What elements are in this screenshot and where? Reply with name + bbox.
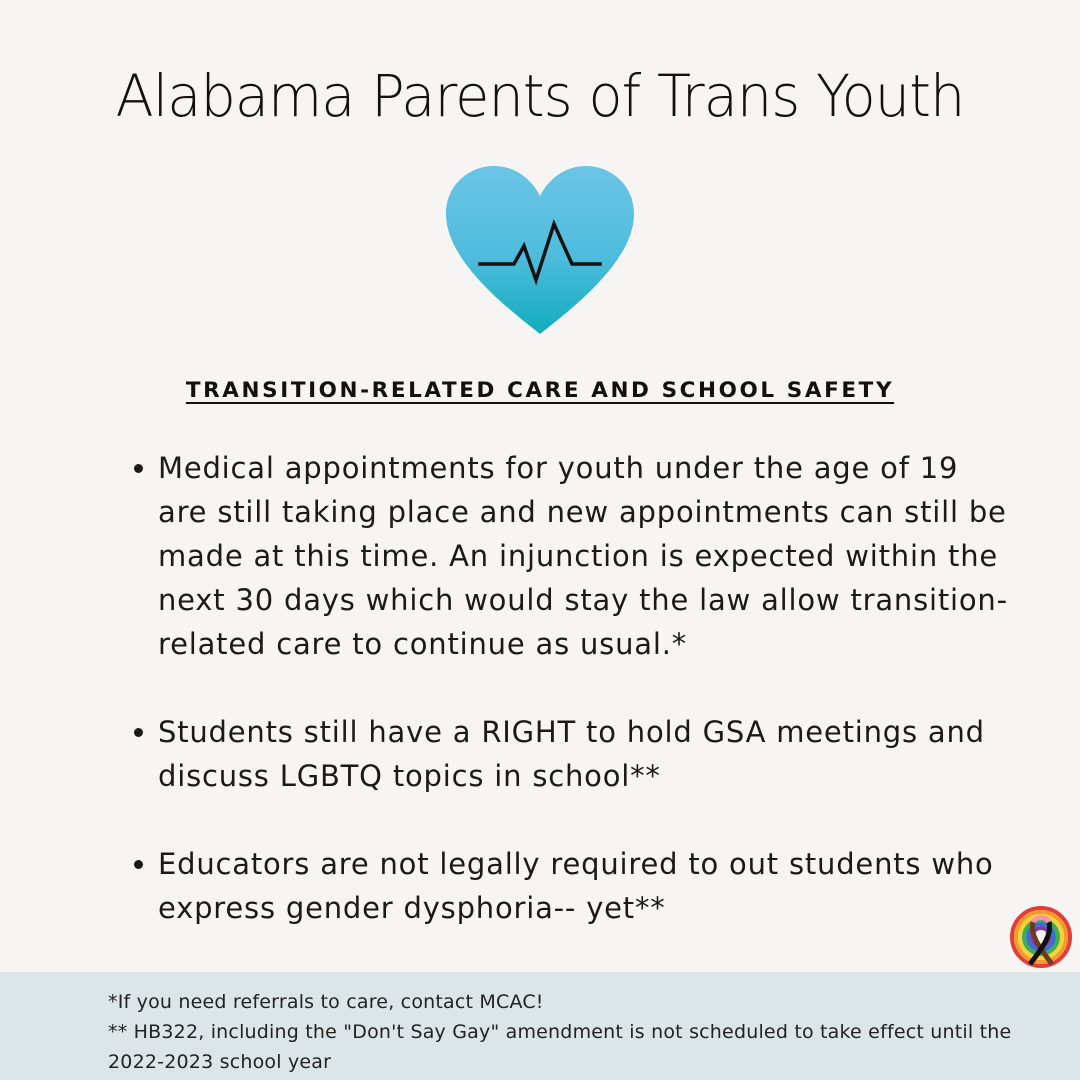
list-item [130, 842, 1010, 930]
list-item [130, 446, 1010, 666]
bullet-dot-icon [134, 860, 143, 869]
list-item-text: Medical appointments for youth under the age of 19 are still taking place and new appointments can still be made at this time. An injunction is expected within the next 30 days which would stay the law allow transition-related care to continue as usual.* [158, 451, 1008, 661]
footer-note-referrals: *If you need referrals to care, contact MCAC! [108, 991, 544, 1013]
bullet-dot-icon [134, 728, 143, 737]
list-item-text: Students still have a RIGHT to hold GSA meetings and discuss LGBTQ topics in school** [158, 715, 985, 793]
section-heading-text: TRANSITION-RELATED CARE AND SCHOOL SAFETY [185, 378, 895, 403]
page-title: Alabama Parents of Trans Youth [115, 62, 965, 130]
footer-notes [108, 987, 1048, 1077]
rainbow-ribbon-icon [1008, 906, 1074, 970]
bullet-dot-icon [134, 464, 143, 473]
list-item [130, 710, 1010, 798]
list-item-text: Educators are not legally required to out students who express gender dysphoria-- yet** [158, 847, 994, 925]
footer-note-hb322: ** HB322, including the "Don't Say Gay" amendment is not scheduled to take effect until the 2022-2023 school year [108, 1021, 1012, 1073]
footer [0, 972, 1080, 1080]
heart-heartbeat-icon [440, 162, 640, 342]
bullet-list [130, 446, 1010, 974]
section-heading [0, 378, 1080, 403]
